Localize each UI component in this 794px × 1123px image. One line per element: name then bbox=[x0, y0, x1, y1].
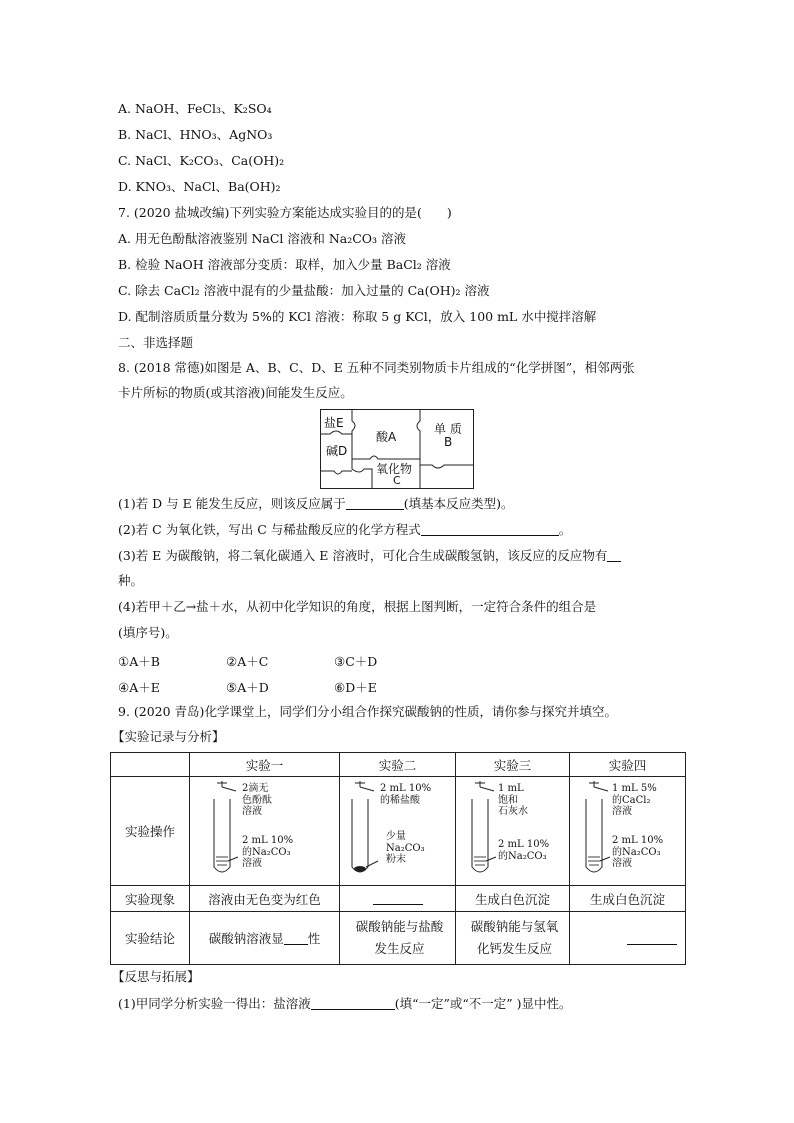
exp1-setup bbox=[190, 777, 340, 886]
q9-stem: 9. (2020 青岛)化学课堂上，同学们分小组合作探究碳酸钠的性质，请你参与探究并填空。 bbox=[118, 704, 617, 719]
header-cell: 实验二 bbox=[340, 753, 456, 777]
phenomenon-cell: 溶液由无色变为红色 bbox=[190, 886, 340, 912]
reflect-title: 【反思与拓展】 bbox=[112, 969, 200, 984]
exp4-setup bbox=[570, 777, 686, 886]
reagent-label: 粉末 bbox=[386, 854, 406, 865]
q9-reflect-1-suffix: (填“一定”或“不一定” )显中性。 bbox=[394, 996, 572, 1011]
q7-option-c: C. 除去 CaCl₂ 溶液中混有的少量盐酸：加入过量的 Ca(OH)₂ 溶液 bbox=[118, 283, 490, 298]
reagent-label: 溶液 bbox=[612, 806, 632, 817]
combo-option: ①A＋B bbox=[118, 654, 160, 669]
q8-part-3 bbox=[118, 548, 621, 564]
answer-blank[interactable] bbox=[627, 932, 677, 945]
reagent-label: 的Na₂CO₃ bbox=[498, 850, 547, 862]
q9-reflect-1 bbox=[118, 996, 572, 1012]
q8-part-3-line2: 种。 bbox=[118, 573, 144, 588]
q6-option-c: C. NaCl、K₂CO₃、Ca(OH)₂ bbox=[118, 153, 285, 168]
q6-option-a: A. NaOH、FeCl₃、K₂SO₄ bbox=[118, 101, 272, 116]
reagent-label: 溶液 bbox=[242, 806, 262, 817]
exp3-setup bbox=[456, 777, 570, 886]
q7-option-b: B. 检验 NaOH 溶液部分变质：取样，加入少量 BaCl₂ 溶液 bbox=[118, 257, 451, 272]
exp2-setup bbox=[340, 777, 456, 886]
combo-option: ②A＋C bbox=[226, 654, 269, 669]
section-title: 二、非选择题 bbox=[118, 335, 194, 350]
table-row-phenomenon bbox=[111, 886, 686, 912]
q8-part-4-line2: (填序号)。 bbox=[118, 625, 178, 640]
reagent-label: 的Na₂CO₃ bbox=[242, 846, 291, 858]
reagent-label: 1 mL 5% bbox=[612, 783, 657, 794]
card-oxide-c: 氧化物 bbox=[376, 462, 413, 476]
experiment-table bbox=[110, 752, 685, 963]
q8-stem-2: 卡片所标的物质(或其溶液)间能发生反应。 bbox=[118, 385, 353, 400]
header-cell: 实验三 bbox=[456, 753, 570, 777]
row-label: 实验结论 bbox=[111, 912, 190, 965]
conclusion-line: 化钙发生反应 bbox=[476, 941, 552, 956]
reagent-label: 的CaCl₂ bbox=[612, 794, 651, 806]
reagent-label: 色酚酞 bbox=[242, 794, 272, 806]
answer-blank[interactable] bbox=[284, 932, 308, 945]
reagent-label: 饱和 bbox=[498, 794, 518, 806]
conclusion-cell bbox=[190, 912, 340, 965]
conclusion-cell bbox=[456, 912, 570, 965]
q7-option-a: A. 用无色酚酞溶液鉴别 NaCl 溶液和 Na₂CO₃ 溶液 bbox=[118, 231, 407, 246]
chemistry-puzzle-figure bbox=[320, 409, 474, 489]
header-cell: 实验四 bbox=[570, 753, 686, 777]
reagent-label: 的稀盐酸 bbox=[380, 794, 420, 806]
phenomenon-cell bbox=[340, 886, 456, 912]
phenomenon-cell: 生成白色沉淀 bbox=[456, 886, 570, 912]
table-row-operation bbox=[111, 777, 686, 886]
conclusion-suffix: 性 bbox=[307, 931, 321, 946]
q6-option-b: B. NaCl、HNO₃、AgNO₃ bbox=[118, 127, 273, 142]
q8-stem-1: 8. (2018 常德)如图是 A、B、C、D、E 五种不同类别物质卡片组成的“化学拼图”，相邻两张 bbox=[118, 360, 635, 375]
conclusion-cell bbox=[570, 912, 686, 965]
q7-option-d: D. 配制溶质质量分数为 5%的 KCl 溶液：称取 5 g KCl，放入 100 mL 水中搅拌溶解 bbox=[118, 309, 597, 324]
reagent-label: Na₂CO₃ bbox=[386, 842, 425, 854]
answer-blank[interactable] bbox=[607, 549, 621, 562]
reagent-label: 2 mL 10% bbox=[242, 835, 294, 846]
q8-part-4: (4)若甲＋乙→盐＋水，从初中化学知识的角度，根据上图判断，一定符合条件的组合是 bbox=[118, 599, 597, 614]
q8-part-1-text: (1)若 D 与 E 能发生反应，则该反应属于 bbox=[118, 496, 346, 511]
card-salt-e: 盐E bbox=[324, 416, 344, 430]
card-oxide-c-letter: C bbox=[393, 474, 401, 487]
combo-option: ④A＋E bbox=[118, 680, 160, 695]
q9-reflect-1-text: (1)甲同学分析实验一得出：盐溶液 bbox=[118, 996, 311, 1011]
row-label: 实验操作 bbox=[111, 777, 190, 886]
reagent-label: 的Na₂CO₃ bbox=[612, 846, 661, 858]
reagent-label: 2滴无 bbox=[242, 783, 269, 794]
combo-option: ⑥D＋E bbox=[334, 680, 377, 695]
reagent-label: 2 mL 10% bbox=[380, 783, 432, 794]
reagent-label: 1 mL bbox=[498, 783, 524, 794]
record-title: 【实验记录与分析】 bbox=[112, 729, 225, 744]
answer-blank[interactable] bbox=[373, 892, 423, 905]
q8-part-2 bbox=[118, 522, 571, 538]
combo-option: ⑤A＋D bbox=[226, 680, 269, 695]
q8-part-1 bbox=[118, 496, 514, 512]
reagent-label: 溶液 bbox=[612, 858, 632, 869]
combo-option: ③C＋D bbox=[334, 654, 378, 669]
q8-part-1-suffix: (填基本反应类型)。 bbox=[403, 496, 514, 511]
conclusion-cell bbox=[340, 912, 456, 965]
answer-blank[interactable] bbox=[311, 997, 395, 1010]
q8-part-2-suffix: 。 bbox=[558, 522, 572, 537]
reagent-label: 2 mL 10% bbox=[612, 835, 664, 846]
card-acid-a: 酸A bbox=[376, 430, 397, 444]
table-row-conclusion bbox=[111, 912, 686, 965]
q7-stem: 7. (2020 盐城改编)下列实验方案能达成实验目的的是( ) bbox=[118, 205, 452, 220]
row-label: 实验现象 bbox=[111, 886, 190, 912]
conclusion-line: 碳酸钠能与盐酸 bbox=[355, 919, 444, 934]
q8-part-2-text: (2)若 C 为氧化铁，写出 C 与稀盐酸反应的化学方程式 bbox=[118, 522, 421, 537]
reagent-label: 少量 bbox=[386, 831, 406, 842]
card-base-d: 碱D bbox=[326, 444, 348, 458]
conclusion-text: 碳酸钠溶液显 bbox=[208, 931, 284, 946]
q8-part-3-text: (3)若 E 为碳酸钠，将二氧化碳通入 E 溶液时，可化合生成碳酸氢钠，该反应的反应物有 bbox=[118, 548, 608, 563]
answer-blank[interactable] bbox=[421, 523, 559, 536]
answer-blank[interactable] bbox=[346, 497, 404, 510]
conclusion-line: 发生反应 bbox=[374, 941, 425, 956]
phenomenon-cell: 生成白色沉淀 bbox=[570, 886, 686, 912]
reagent-label: 2 mL 10% bbox=[498, 839, 550, 850]
table-header-row bbox=[111, 753, 686, 777]
reagent-label: 溶液 bbox=[242, 858, 262, 869]
card-element-b-letter: B bbox=[444, 435, 453, 449]
conclusion-line: 碳酸钠能与氢氧 bbox=[470, 919, 559, 934]
header-cell bbox=[111, 753, 190, 777]
card-element-b: 单 质 bbox=[434, 422, 462, 436]
reagent-label: 石灰水 bbox=[498, 806, 528, 817]
q6-option-d: D. KNO₃、NaCl、Ba(OH)₂ bbox=[118, 179, 281, 194]
header-cell: 实验一 bbox=[190, 753, 340, 777]
